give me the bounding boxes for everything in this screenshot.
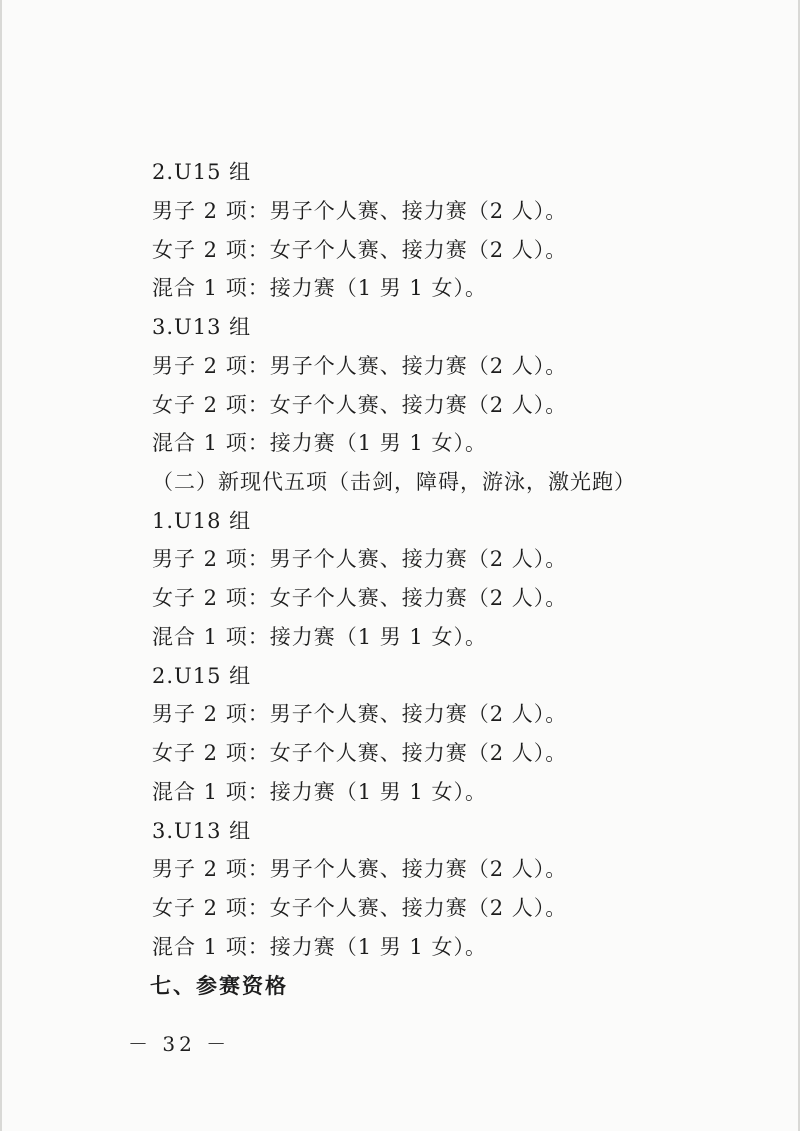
- text-line: 女子 2 项：女子个人赛、接力赛（2 人）。: [152, 586, 568, 610]
- text-line: 男子 2 项：男子个人赛、接力赛（2 人）。: [152, 354, 568, 378]
- group-title-u15: 2.U15 组: [152, 664, 252, 688]
- text-line: 混合 1 项：接力赛（1 男 1 女）。: [152, 431, 487, 455]
- group-title-u13: 3.U13 组: [152, 315, 252, 339]
- text-line: 混合 1 项：接力赛（1 男 1 女）。: [152, 780, 487, 804]
- text-line: 女子 2 项：女子个人赛、接力赛（2 人）。: [152, 741, 568, 765]
- text-line: 男子 2 项：男子个人赛、接力赛（2 人）。: [152, 547, 568, 571]
- text-line: 女子 2 项：女子个人赛、接力赛（2 人）。: [152, 393, 568, 417]
- group-title-u18: 1.U18 组: [152, 509, 252, 533]
- text-line: 男子 2 项：男子个人赛、接力赛（2 人）。: [152, 857, 568, 881]
- text-line: 混合 1 项：接力赛（1 男 1 女）。: [152, 276, 487, 300]
- group-title-u13: 3.U13 组: [152, 819, 252, 843]
- section-heading: 七、参赛资格: [150, 974, 288, 998]
- page-number: － 32 －: [128, 1032, 231, 1056]
- group-title-u15: 2.U15 组: [152, 160, 252, 184]
- text-line: 女子 2 项：女子个人赛、接力赛（2 人）。: [152, 896, 568, 920]
- text-line: 男子 2 项：男子个人赛、接力赛（2 人）。: [152, 702, 568, 726]
- subsection-heading: （二）新现代五项（击剑，障碍，游泳，激光跑）: [152, 470, 636, 494]
- text-line: 女子 2 项：女子个人赛、接力赛（2 人）。: [152, 238, 568, 262]
- text-line: 混合 1 项：接力赛（1 男 1 女）。: [152, 935, 487, 959]
- text-line: 混合 1 项：接力赛（1 男 1 女）。: [152, 625, 487, 649]
- text-line: 男子 2 项：男子个人赛、接力赛（2 人）。: [152, 199, 568, 223]
